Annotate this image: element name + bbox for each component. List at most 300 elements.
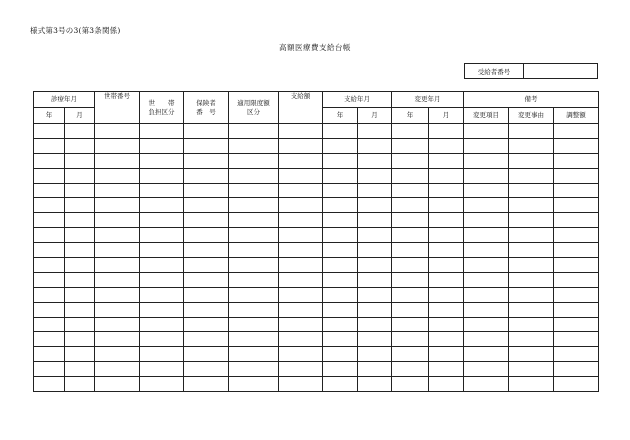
cell-shinryo-year[interactable]: [34, 317, 65, 332]
cell-setai-bango[interactable]: [95, 243, 140, 258]
cell-shikyu-month[interactable]: [358, 287, 392, 302]
cell-shinryo-month[interactable]: [65, 332, 95, 347]
cell-hokensha-bango[interactable]: [184, 287, 229, 302]
cell-tekiyo-kubun[interactable]: [229, 258, 279, 273]
cell-hokensha-bango[interactable]: [184, 138, 229, 153]
cell-shinryo-year[interactable]: [34, 153, 65, 168]
cell-setai-futan[interactable]: [140, 228, 184, 243]
cell-setai-bango[interactable]: [95, 198, 140, 213]
cell-setai-bango[interactable]: [95, 168, 140, 183]
table-row: [34, 332, 599, 347]
cell-setai-futan[interactable]: [140, 347, 184, 362]
cell-chosei-gaku[interactable]: [554, 228, 599, 243]
cell-shikyu-year[interactable]: [323, 258, 358, 273]
cell-tekiyo-kubun[interactable]: [229, 138, 279, 153]
cell-shikyu-month[interactable]: [358, 243, 392, 258]
cell-henko-year[interactable]: [392, 302, 429, 317]
header-biko: 備考: [464, 92, 599, 108]
cell-setai-bango[interactable]: [95, 362, 140, 377]
cell-setai-futan[interactable]: [140, 153, 184, 168]
cell-shinryo-month[interactable]: [65, 258, 95, 273]
cell-shinryo-month[interactable]: [65, 317, 95, 332]
cell-shikyu-year[interactable]: [323, 213, 358, 228]
cell-setai-futan[interactable]: [140, 183, 184, 198]
cell-henko-jiyu[interactable]: [509, 153, 554, 168]
cell-setai-futan[interactable]: [140, 124, 184, 139]
cell-setai-futan[interactable]: [140, 332, 184, 347]
cell-henko-year[interactable]: [392, 347, 429, 362]
cell-chosei-gaku[interactable]: [554, 124, 599, 139]
cell-shikyu-gaku[interactable]: [279, 377, 323, 392]
cell-shinryo-year[interactable]: [34, 287, 65, 302]
table-row: [34, 377, 599, 392]
cell-shikyu-year[interactable]: [323, 377, 358, 392]
cell-shikyu-gaku[interactable]: [279, 153, 323, 168]
table-row: [34, 138, 599, 153]
cell-shikyu-year[interactable]: [323, 228, 358, 243]
header-setai-futan-line2: 負担区分: [148, 107, 175, 116]
cell-henko-year[interactable]: [392, 332, 429, 347]
cell-henko-jiyu[interactable]: [509, 317, 554, 332]
cell-setai-bango[interactable]: [95, 124, 140, 139]
cell-shikyu-month[interactable]: [358, 228, 392, 243]
cell-shinryo-year[interactable]: [34, 228, 65, 243]
cell-henko-jiyu[interactable]: [509, 272, 554, 287]
cell-hokensha-bango[interactable]: [184, 213, 229, 228]
cell-henko-komoku[interactable]: [464, 153, 509, 168]
cell-henko-komoku[interactable]: [464, 362, 509, 377]
cell-chosei-gaku[interactable]: [554, 138, 599, 153]
cell-henko-year[interactable]: [392, 124, 429, 139]
cell-tekiyo-kubun[interactable]: [229, 302, 279, 317]
cell-henko-komoku[interactable]: [464, 332, 509, 347]
cell-setai-bango[interactable]: [95, 347, 140, 362]
cell-shikyu-gaku[interactable]: [279, 362, 323, 377]
cell-setai-bango[interactable]: [95, 332, 140, 347]
cell-henko-komoku[interactable]: [464, 198, 509, 213]
cell-shikyu-year[interactable]: [323, 124, 358, 139]
cell-shinryo-year[interactable]: [34, 124, 65, 139]
cell-henko-jiyu[interactable]: [509, 138, 554, 153]
cell-henko-month[interactable]: [429, 138, 464, 153]
cell-henko-month[interactable]: [429, 183, 464, 198]
cell-hokensha-bango[interactable]: [184, 153, 229, 168]
cell-shikyu-year[interactable]: [323, 243, 358, 258]
cell-setai-bango[interactable]: [95, 317, 140, 332]
cell-shikyu-month[interactable]: [358, 302, 392, 317]
cell-shikyu-gaku[interactable]: [279, 287, 323, 302]
cell-henko-komoku[interactable]: [464, 138, 509, 153]
cell-shinryo-month[interactable]: [65, 153, 95, 168]
cell-tekiyo-kubun[interactable]: [229, 228, 279, 243]
cell-chosei-gaku[interactable]: [554, 317, 599, 332]
cell-setai-futan[interactable]: [140, 317, 184, 332]
cell-chosei-gaku[interactable]: [554, 347, 599, 362]
cell-henko-month[interactable]: [429, 153, 464, 168]
cell-tekiyo-kubun[interactable]: [229, 377, 279, 392]
cell-henko-komoku[interactable]: [464, 347, 509, 362]
cell-shinryo-year[interactable]: [34, 272, 65, 287]
cell-henko-month[interactable]: [429, 332, 464, 347]
table-row: [34, 213, 599, 228]
cell-henko-year[interactable]: [392, 377, 429, 392]
cell-henko-year[interactable]: [392, 362, 429, 377]
header-shikyu-month: 月: [358, 108, 392, 124]
cell-henko-komoku[interactable]: [464, 302, 509, 317]
cell-shinryo-year[interactable]: [34, 198, 65, 213]
header-shinryo-ym: 診療年月: [34, 92, 95, 108]
cell-shinryo-month[interactable]: [65, 138, 95, 153]
header-shikyu-gaku: 支給額: [279, 92, 323, 124]
cell-shikyu-year[interactable]: [323, 302, 358, 317]
cell-shinryo-month[interactable]: [65, 272, 95, 287]
cell-henko-jiyu[interactable]: [509, 302, 554, 317]
cell-henko-month[interactable]: [429, 228, 464, 243]
cell-henko-year[interactable]: [392, 243, 429, 258]
cell-tekiyo-kubun[interactable]: [229, 272, 279, 287]
cell-henko-jiyu[interactable]: [509, 168, 554, 183]
cell-shinryo-month[interactable]: [65, 377, 95, 392]
header-hokensha-line2: 番 号: [196, 107, 216, 116]
cell-shikyu-gaku[interactable]: [279, 347, 323, 362]
cell-shikyu-year[interactable]: [323, 287, 358, 302]
cell-setai-futan[interactable]: [140, 168, 184, 183]
cell-henko-komoku[interactable]: [464, 272, 509, 287]
cell-shinryo-month[interactable]: [65, 287, 95, 302]
cell-shinryo-year[interactable]: [34, 183, 65, 198]
cell-tekiyo-kubun[interactable]: [229, 243, 279, 258]
cell-shinryo-month[interactable]: [65, 302, 95, 317]
table-row: [34, 258, 599, 273]
cell-shikyu-gaku[interactable]: [279, 272, 323, 287]
header-setai-bango: 世帯番号: [95, 92, 140, 124]
cell-henko-year[interactable]: [392, 213, 429, 228]
cell-setai-futan[interactable]: [140, 258, 184, 273]
cell-henko-jiyu[interactable]: [509, 183, 554, 198]
cell-shinryo-month[interactable]: [65, 213, 95, 228]
table-row: [34, 362, 599, 377]
cell-setai-futan[interactable]: [140, 377, 184, 392]
cell-shikyu-year[interactable]: [323, 168, 358, 183]
cell-shikyu-gaku[interactable]: [279, 213, 323, 228]
cell-hokensha-bango[interactable]: [184, 347, 229, 362]
cell-hokensha-bango[interactable]: [184, 124, 229, 139]
cell-shikyu-gaku[interactable]: [279, 332, 323, 347]
cell-hokensha-bango[interactable]: [184, 243, 229, 258]
header-shinryo-month: 月: [65, 108, 95, 124]
cell-shikyu-gaku[interactable]: [279, 138, 323, 153]
cell-henko-month[interactable]: [429, 347, 464, 362]
header-henko-jiyu: 変更事由: [509, 108, 554, 124]
cell-chosei-gaku[interactable]: [554, 243, 599, 258]
cell-shinryo-year[interactable]: [34, 258, 65, 273]
cell-shikyu-year[interactable]: [323, 138, 358, 153]
cell-shikyu-gaku[interactable]: [279, 228, 323, 243]
cell-shinryo-month[interactable]: [65, 243, 95, 258]
cell-shikyu-month[interactable]: [358, 347, 392, 362]
cell-hokensha-bango[interactable]: [184, 258, 229, 273]
cell-henko-komoku[interactable]: [464, 243, 509, 258]
cell-henko-komoku[interactable]: [464, 287, 509, 302]
cell-henko-year[interactable]: [392, 317, 429, 332]
cell-setai-bango[interactable]: [95, 213, 140, 228]
cell-shikyu-gaku[interactable]: [279, 317, 323, 332]
table-row: [34, 302, 599, 317]
cell-setai-futan[interactable]: [140, 213, 184, 228]
cell-shikyu-month[interactable]: [358, 198, 392, 213]
cell-henko-jiyu[interactable]: [509, 213, 554, 228]
cell-shinryo-month[interactable]: [65, 124, 95, 139]
table-row: [34, 124, 599, 139]
cell-shikyu-month[interactable]: [358, 183, 392, 198]
header-shikyu-year: 年: [323, 108, 358, 124]
cell-henko-jiyu[interactable]: [509, 347, 554, 362]
cell-setai-bango[interactable]: [95, 377, 140, 392]
cell-henko-jiyu[interactable]: [509, 258, 554, 273]
cell-henko-jiyu[interactable]: [509, 287, 554, 302]
cell-hokensha-bango[interactable]: [184, 183, 229, 198]
cell-henko-year[interactable]: [392, 198, 429, 213]
cell-hokensha-bango[interactable]: [184, 168, 229, 183]
cell-henko-month[interactable]: [429, 124, 464, 139]
cell-shinryo-month[interactable]: [65, 168, 95, 183]
cell-henko-month[interactable]: [429, 287, 464, 302]
cell-henko-month[interactable]: [429, 168, 464, 183]
table-row: [34, 168, 599, 183]
cell-hokensha-bango[interactable]: [184, 332, 229, 347]
cell-henko-month[interactable]: [429, 317, 464, 332]
cell-tekiyo-kubun[interactable]: [229, 124, 279, 139]
cell-henko-month[interactable]: [429, 377, 464, 392]
cell-henko-year[interactable]: [392, 287, 429, 302]
cell-shikyu-month[interactable]: [358, 362, 392, 377]
cell-hokensha-bango[interactable]: [184, 362, 229, 377]
cell-setai-bango[interactable]: [95, 138, 140, 153]
cell-shikyu-month[interactable]: [358, 317, 392, 332]
cell-setai-bango[interactable]: [95, 258, 140, 273]
table-row: [34, 287, 599, 302]
cell-shinryo-year[interactable]: [34, 213, 65, 228]
cell-chosei-gaku[interactable]: [554, 272, 599, 287]
header-henko-komoku: 変更項目: [464, 108, 509, 124]
table-row: [34, 347, 599, 362]
cell-shikyu-month[interactable]: [358, 168, 392, 183]
cell-shikyu-month[interactable]: [358, 377, 392, 392]
cell-setai-bango[interactable]: [95, 272, 140, 287]
cell-chosei-gaku[interactable]: [554, 153, 599, 168]
cell-setai-bango[interactable]: [95, 302, 140, 317]
cell-henko-jiyu[interactable]: [509, 198, 554, 213]
table-row: [34, 243, 599, 258]
cell-shikyu-month[interactable]: [358, 258, 392, 273]
cell-hokensha-bango[interactable]: [184, 198, 229, 213]
cell-chosei-gaku[interactable]: [554, 332, 599, 347]
header-henko-ym: 変更年月: [392, 92, 464, 108]
cell-henko-komoku[interactable]: [464, 228, 509, 243]
cell-chosei-gaku[interactable]: [554, 302, 599, 317]
cell-chosei-gaku[interactable]: [554, 213, 599, 228]
cell-tekiyo-kubun[interactable]: [229, 332, 279, 347]
cell-shikyu-year[interactable]: [323, 272, 358, 287]
cell-setai-futan[interactable]: [140, 272, 184, 287]
cell-shinryo-month[interactable]: [65, 198, 95, 213]
header-henko-year: 年: [392, 108, 429, 124]
cell-shinryo-year[interactable]: [34, 347, 65, 362]
cell-henko-komoku[interactable]: [464, 168, 509, 183]
cell-henko-jiyu[interactable]: [509, 243, 554, 258]
cell-chosei-gaku[interactable]: [554, 168, 599, 183]
header-shinryo-year: 年: [34, 108, 65, 124]
cell-chosei-gaku[interactable]: [554, 377, 599, 392]
cell-henko-komoku[interactable]: [464, 377, 509, 392]
cell-shikyu-year[interactable]: [323, 183, 358, 198]
cell-tekiyo-kubun[interactable]: [229, 168, 279, 183]
header-henko-month: 月: [429, 108, 464, 124]
table-row: [34, 183, 599, 198]
cell-shikyu-year[interactable]: [323, 347, 358, 362]
cell-setai-bango[interactable]: [95, 228, 140, 243]
cell-setai-futan[interactable]: [140, 287, 184, 302]
document-title: 高額医療費支給台帳: [279, 43, 351, 52]
cell-henko-komoku[interactable]: [464, 317, 509, 332]
header-setai-futan-line1: 世 帯: [148, 98, 175, 107]
cell-tekiyo-kubun[interactable]: [229, 183, 279, 198]
table-row: [34, 317, 599, 332]
cell-shinryo-month[interactable]: [65, 362, 95, 377]
cell-shikyu-month[interactable]: [358, 124, 392, 139]
cell-setai-futan[interactable]: [140, 198, 184, 213]
table-row: [34, 272, 599, 287]
table-row: [34, 153, 599, 168]
cell-chosei-gaku[interactable]: [554, 362, 599, 377]
header-tekiyo: [229, 92, 279, 124]
cell-shikyu-year[interactable]: [323, 317, 358, 332]
cell-henko-year[interactable]: [392, 272, 429, 287]
cell-setai-futan[interactable]: [140, 243, 184, 258]
recipient-number-field[interactable]: [524, 64, 598, 79]
ledger-table: [33, 91, 599, 392]
cell-henko-jiyu[interactable]: [509, 377, 554, 392]
cell-henko-year[interactable]: [392, 228, 429, 243]
cell-tekiyo-kubun[interactable]: [229, 287, 279, 302]
cell-henko-komoku[interactable]: [464, 258, 509, 273]
header-tekiyo-line1: 適用限度額: [237, 98, 270, 107]
header-tekiyo-line2: 区分: [247, 107, 260, 116]
cell-setai-futan[interactable]: [140, 138, 184, 153]
cell-shinryo-year[interactable]: [34, 302, 65, 317]
header-hokensha-line1: 保険者: [196, 98, 216, 107]
form-number-label: 様式第3号の3(第3条関係): [30, 26, 121, 35]
cell-setai-futan[interactable]: [140, 302, 184, 317]
cell-hokensha-bango[interactable]: [184, 272, 229, 287]
cell-shikyu-year[interactable]: [323, 362, 358, 377]
cell-tekiyo-kubun[interactable]: [229, 362, 279, 377]
cell-shikyu-month[interactable]: [358, 332, 392, 347]
cell-henko-komoku[interactable]: [464, 183, 509, 198]
cell-henko-month[interactable]: [429, 272, 464, 287]
recipient-number-label: 受給者番号: [465, 64, 524, 79]
cell-shinryo-month[interactable]: [65, 228, 95, 243]
cell-shikyu-year[interactable]: [323, 332, 358, 347]
cell-shikyu-gaku[interactable]: [279, 243, 323, 258]
cell-tekiyo-kubun[interactable]: [229, 213, 279, 228]
cell-hokensha-bango[interactable]: [184, 317, 229, 332]
recipient-number-box: [464, 63, 598, 79]
cell-shikyu-month[interactable]: [358, 213, 392, 228]
cell-setai-bango[interactable]: [95, 153, 140, 168]
cell-shinryo-month[interactable]: [65, 183, 95, 198]
cell-shikyu-gaku[interactable]: [279, 183, 323, 198]
cell-shinryo-month[interactable]: [65, 347, 95, 362]
cell-tekiyo-kubun[interactable]: [229, 198, 279, 213]
cell-tekiyo-kubun[interactable]: [229, 317, 279, 332]
cell-henko-jiyu[interactable]: [509, 124, 554, 139]
cell-henko-jiyu[interactable]: [509, 362, 554, 377]
cell-shinryo-year[interactable]: [34, 362, 65, 377]
cell-chosei-gaku[interactable]: [554, 287, 599, 302]
cell-setai-bango[interactable]: [95, 287, 140, 302]
table-row: [34, 228, 599, 243]
cell-henko-year[interactable]: [392, 138, 429, 153]
cell-henko-komoku[interactable]: [464, 124, 509, 139]
cell-henko-year[interactable]: [392, 153, 429, 168]
header-setai-futan: [140, 92, 184, 124]
cell-henko-month[interactable]: [429, 198, 464, 213]
cell-henko-month[interactable]: [429, 258, 464, 273]
cell-hokensha-bango[interactable]: [184, 302, 229, 317]
cell-henko-month[interactable]: [429, 302, 464, 317]
cell-chosei-gaku[interactable]: [554, 183, 599, 198]
cell-setai-bango[interactable]: [95, 183, 140, 198]
cell-henko-jiyu[interactable]: [509, 228, 554, 243]
cell-shikyu-year[interactable]: [323, 153, 358, 168]
cell-henko-year[interactable]: [392, 258, 429, 273]
cell-shinryo-year[interactable]: [34, 377, 65, 392]
cell-shinryo-year[interactable]: [34, 332, 65, 347]
cell-chosei-gaku[interactable]: [554, 198, 599, 213]
cell-shikyu-gaku[interactable]: [279, 168, 323, 183]
cell-henko-year[interactable]: [392, 168, 429, 183]
cell-setai-futan[interactable]: [140, 362, 184, 377]
cell-shikyu-month[interactable]: [358, 272, 392, 287]
cell-shikyu-month[interactable]: [358, 153, 392, 168]
cell-henko-year[interactable]: [392, 183, 429, 198]
cell-hokensha-bango[interactable]: [184, 228, 229, 243]
cell-shikyu-month[interactable]: [358, 138, 392, 153]
cell-shinryo-year[interactable]: [34, 138, 65, 153]
cell-henko-komoku[interactable]: [464, 213, 509, 228]
table-row: [34, 198, 599, 213]
cell-henko-jiyu[interactable]: [509, 332, 554, 347]
cell-shinryo-year[interactable]: [34, 243, 65, 258]
cell-shinryo-year[interactable]: [34, 168, 65, 183]
cell-tekiyo-kubun[interactable]: [229, 153, 279, 168]
header-hokensha: [184, 92, 229, 124]
cell-shikyu-gaku[interactable]: [279, 124, 323, 139]
cell-shikyu-gaku[interactable]: [279, 258, 323, 273]
cell-shikyu-gaku[interactable]: [279, 198, 323, 213]
header-shikyu-ym: 支給年月: [323, 92, 392, 108]
cell-hokensha-bango[interactable]: [184, 377, 229, 392]
header-chosei-gaku: 調整額: [554, 108, 599, 124]
cell-tekiyo-kubun[interactable]: [229, 347, 279, 362]
cell-henko-month[interactable]: [429, 362, 464, 377]
cell-henko-month[interactable]: [429, 213, 464, 228]
cell-shikyu-gaku[interactable]: [279, 302, 323, 317]
cell-shikyu-year[interactable]: [323, 198, 358, 213]
cell-chosei-gaku[interactable]: [554, 258, 599, 273]
cell-henko-month[interactable]: [429, 243, 464, 258]
